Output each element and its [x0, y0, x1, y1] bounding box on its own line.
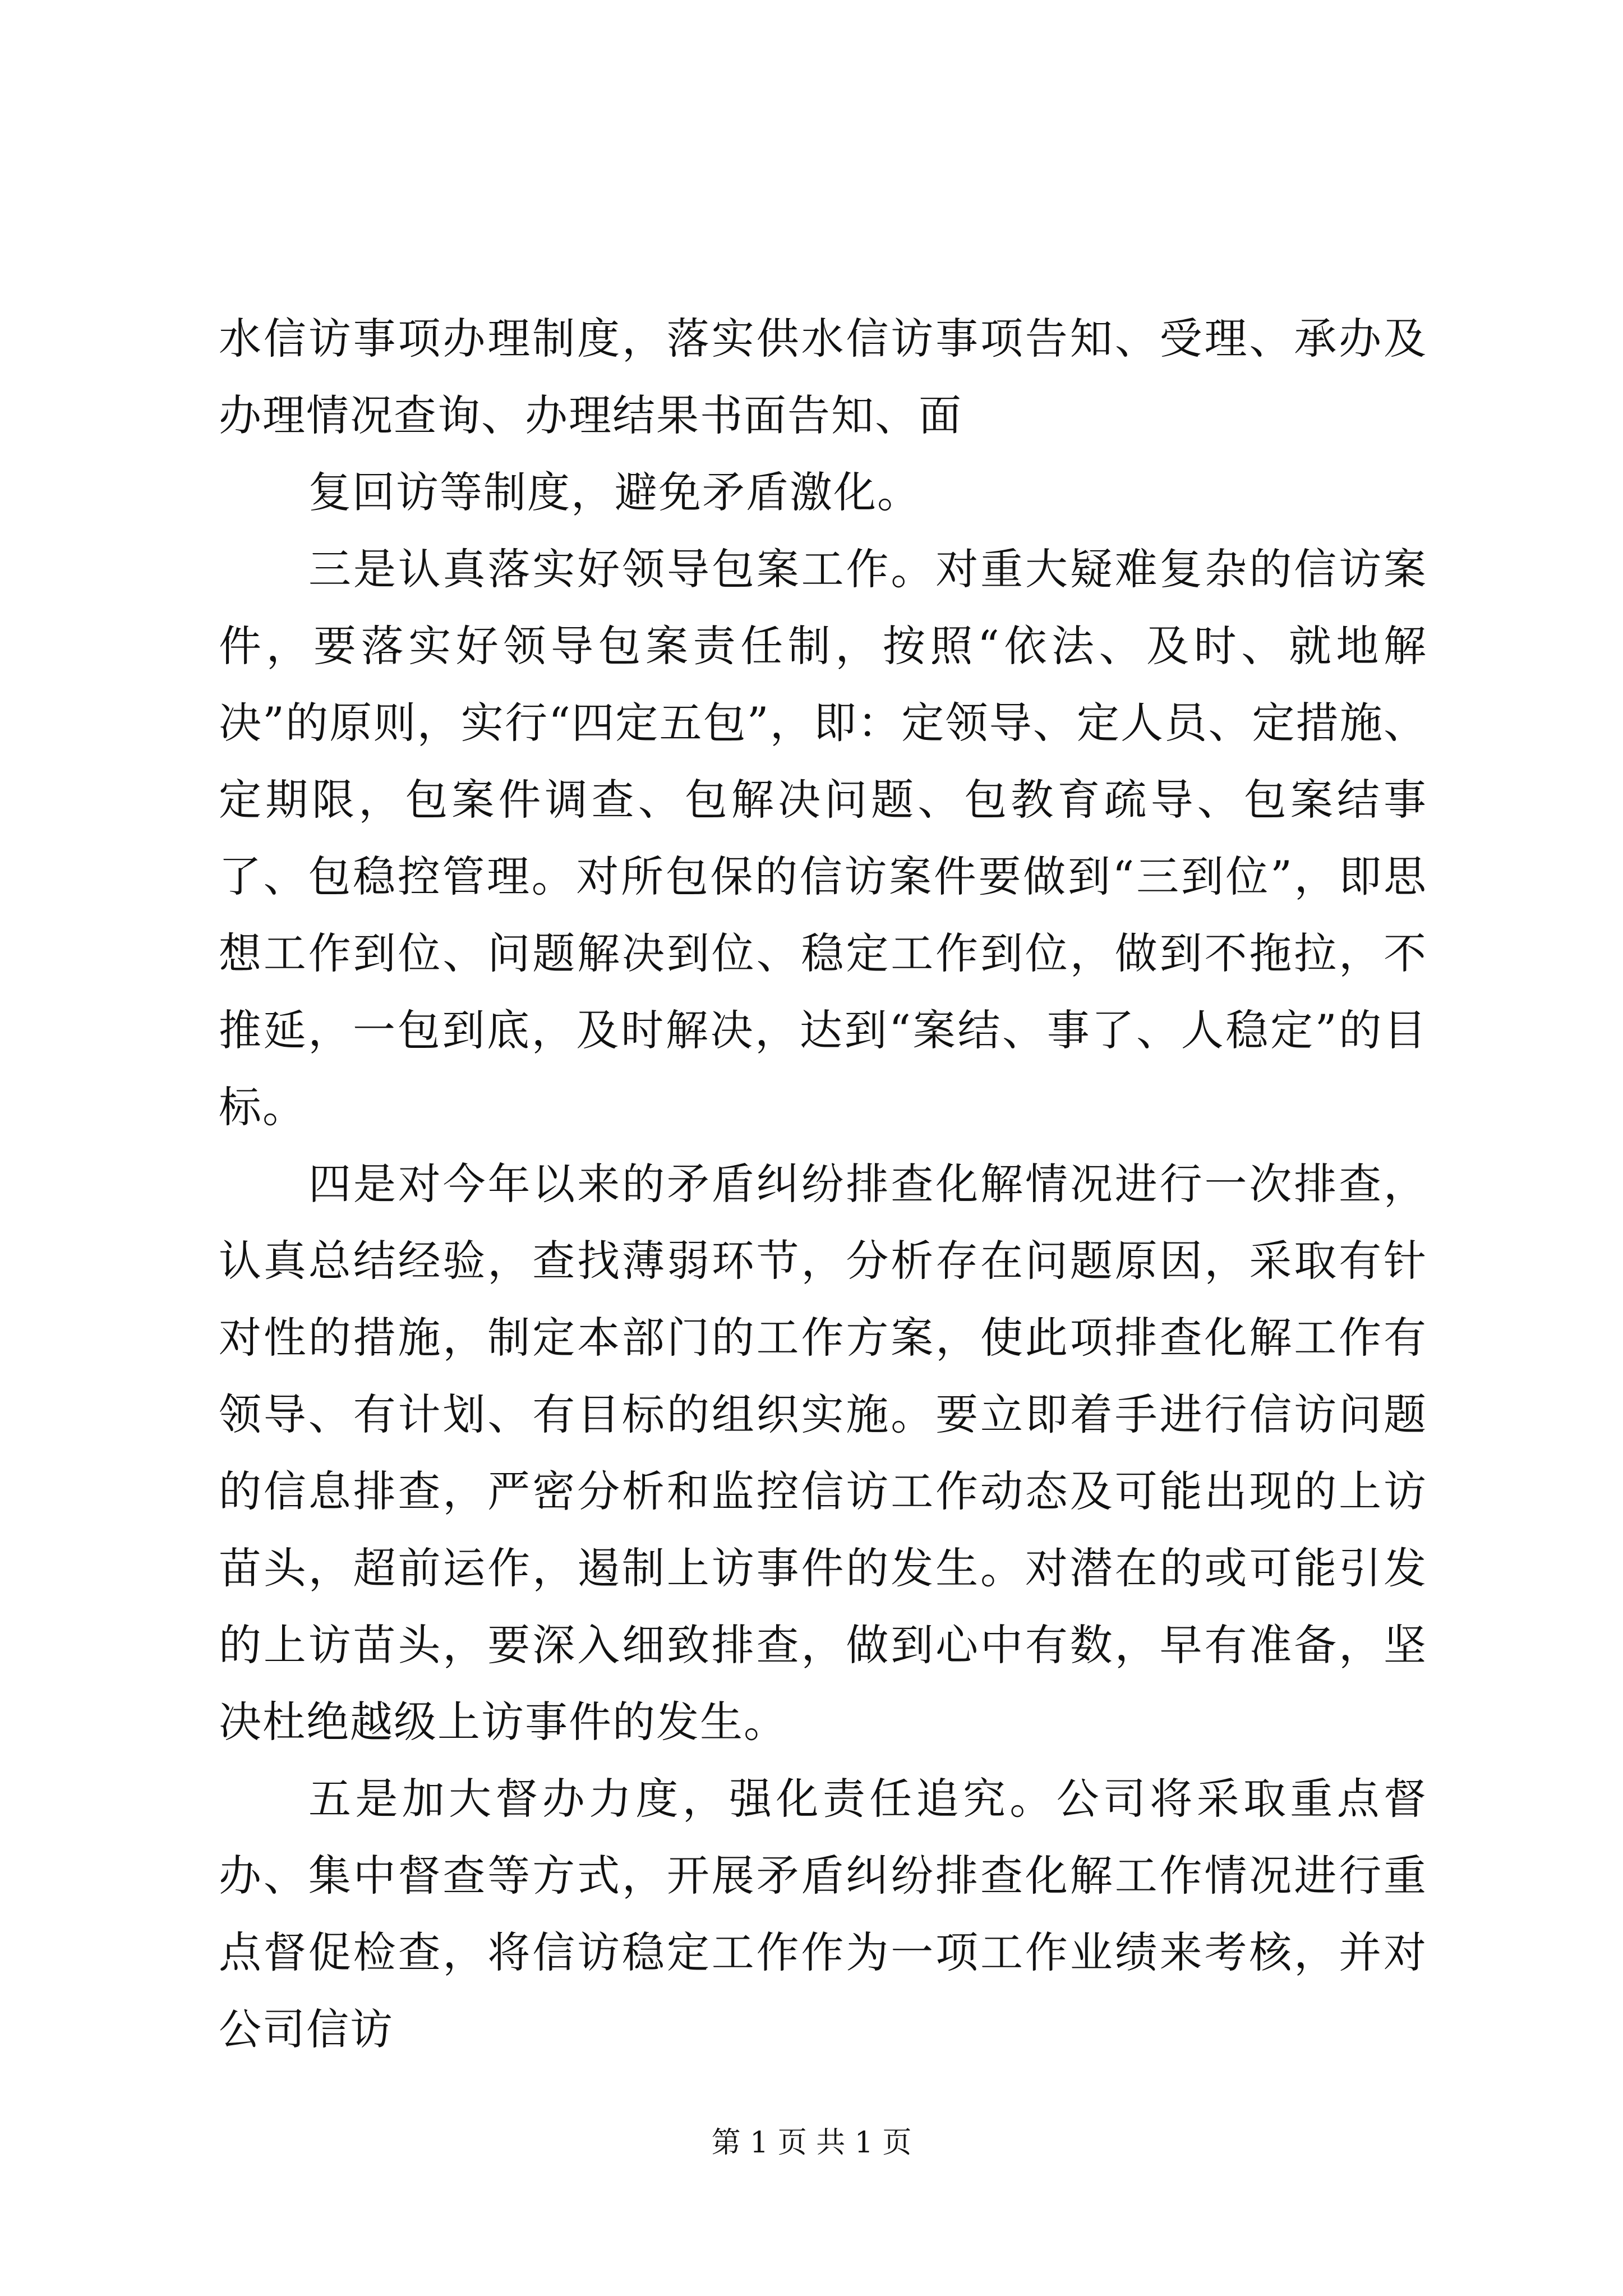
paragraph-point-five: 五是加大督办力度，强化责任追究。公司将采取重点督办、集中督查等方式，开展矛盾纠纷排查化解工作情况进行重点督促检查，将信访稳定工作作为一项工作业绩来考核，并对公司信访 [219, 1774, 1427, 2054]
paragraph-continuation: 水信访事项办理制度，落实供水信访事项告知、受理、承办及办理情况查询、办理结果书面告知、面 [219, 314, 1427, 440]
paragraph-point-four: 四是对今年以来的矛盾纠纷排查化解情况进行一次排查，认真总结经验，查找薄弱环节，分析存在问题原因，采取有针对性的措施，制定本部门的工作方案，使此项排查化解工作有领导、有计划、有目标的组织实施。要立即着手进行信访问题的信息排查，严密分析和监控信访工作动态及可能出现的上访苗头，超前运作，遏制上访事件的发生。对潜在的或可能引发的上访苗头，要深入细致排查，做到心中有数，早有准备，坚决杜绝越级上访事件的发生。 [219, 1159, 1427, 1747]
page-footer [0, 2123, 1623, 2162]
document-body [219, 300, 1427, 2068]
page-number-label: 第 1 页 共 1 页 [711, 2126, 912, 2160]
paragraph-revisit-system: 复回访等制度，避免矛盾激化。 [308, 467, 921, 517]
paragraph-point-three: 三是认真落实好领导包案工作。对重大疑难复杂的信访案件，要落实好领导包案责任制，按照“依法、及时、就地解决”的原则，实行“四定五包”，即：定领导、定人员、定措施、定期限，包案件调查、包解决问题、包教育疏导、包案结事了、包稳控管理。对所包保的信访案件要做到“三到位”，即思想工作到位、问题解决到位、稳定工作到位，做到不拖拉，不推延，一包到底，及时解决，达到“案结、事了、人稳定”的目标。 [219, 544, 1427, 1132]
